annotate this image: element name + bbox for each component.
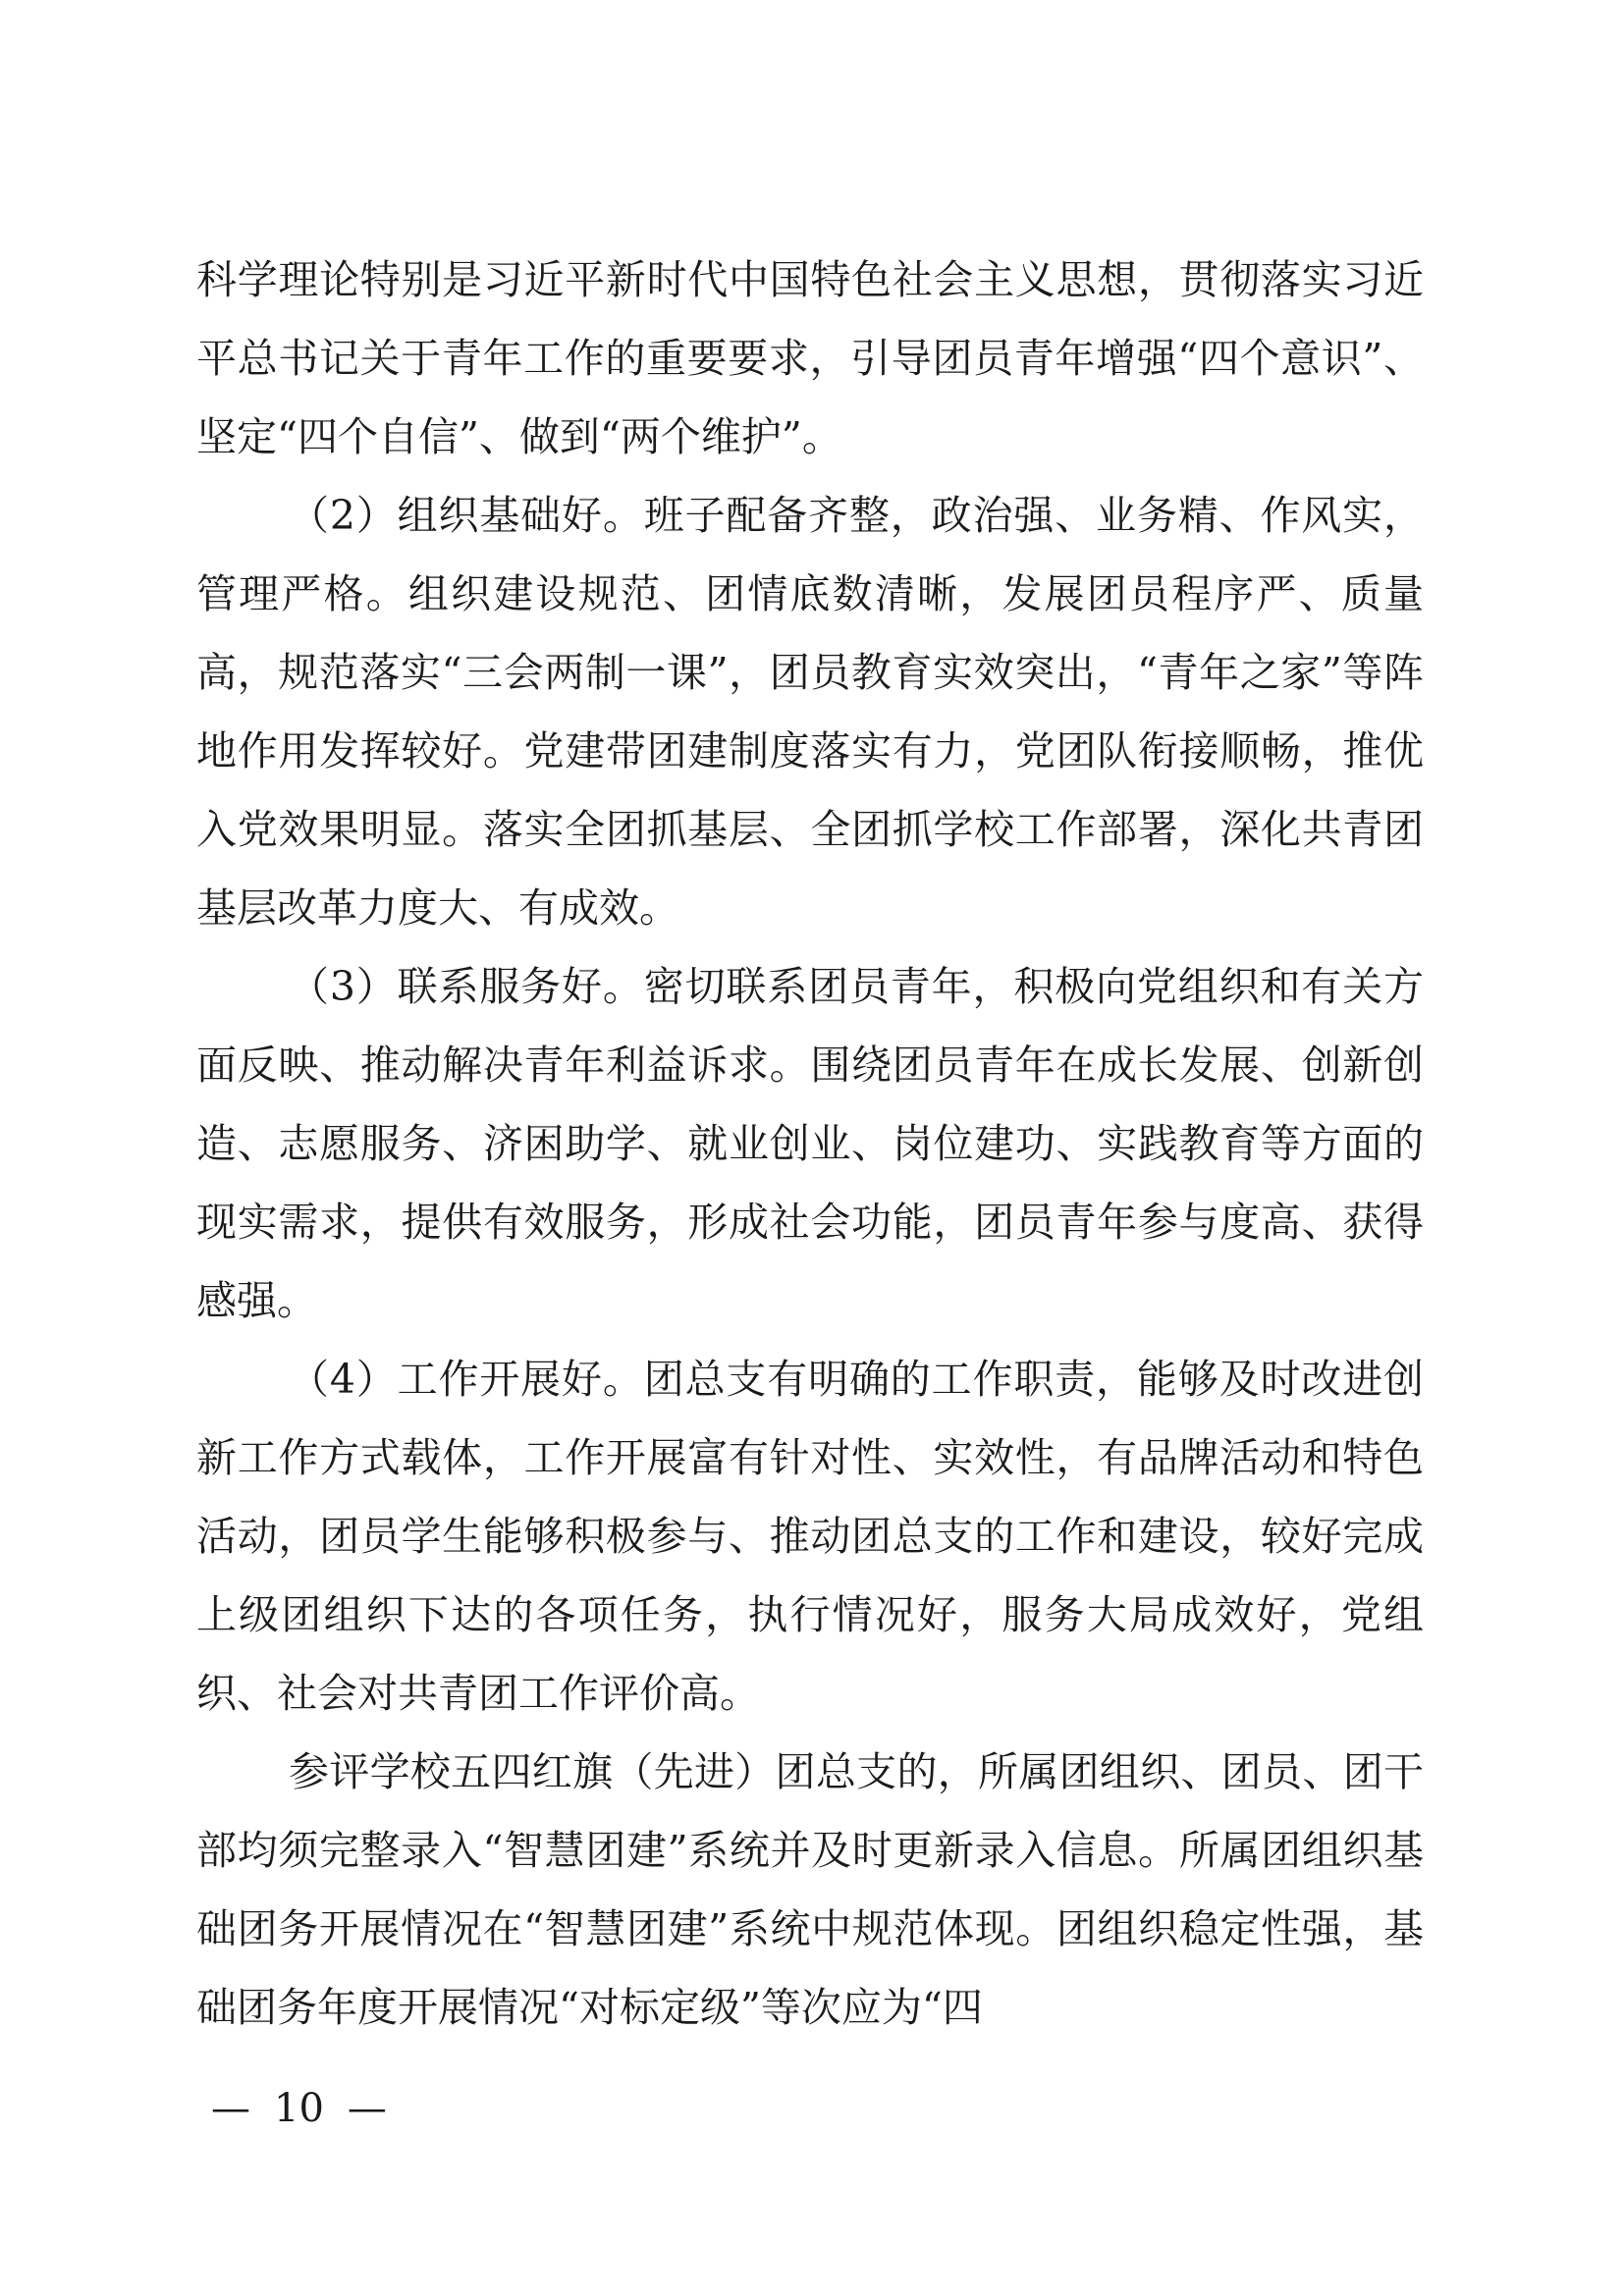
paragraph-requirements: 参评学校五四红旗（先进）团总支的，所属团组织、团员、团干部均须完整录入“智慧团建”系统并及时更新录入信息。所属团组织基础团务开展情况在“智慧团建”系统中规范体现。团组织稳定性强，基础团务年度开展情况“对标定级”等次应为“四 xyxy=(196,1748,1424,2031)
page-footer xyxy=(211,2084,387,2133)
document-body xyxy=(196,240,1424,2047)
paragraph-contact-service: （3）联系服务好。密切联系团员青年，积极向党组织和有关方面反映、推动解决青年利益诉求。围绕团员青年在成长发展、创新创造、志愿服务、济困助学、就业创业、岗位建功、实践教育等方面的现实需求，提供有效服务，形成社会功能，团员青年参与度高、获得感强。 xyxy=(196,963,1424,1324)
paragraph-organization-foundation: （2）组织基础好。班子配备齐整，政治强、业务精、作风实，管理严格。组织建设规范、团情底数清晰，发展团员程序严、质量高，规范落实“三会两制一课”，团员教育实效突出，“青年之家”等阵地作用发挥较好。党建带团建制度落实有力，党团队衔接顺畅，推优入党效果明显。落实全团抓基层、全团抓学校工作部署，深化共青团基层改革力度大、有成效。 xyxy=(196,492,1424,932)
footer-dash-left: — xyxy=(211,2086,250,2131)
footer-dash-right: — xyxy=(347,2086,387,2131)
page-number: 10 xyxy=(274,2086,324,2131)
paragraph-continuation: 科学理论特别是习近平新时代中国特色社会主义思想，贯彻落实习近平总书记关于青年工作的重要要求，引导团员青年增强“四个意识”、坚定“四个自信”、做到“两个维护”。 xyxy=(196,256,1424,460)
paragraph-work-development: （4）工作开展好。团总支有明确的工作职责，能够及时改进创新工作方式载体，工作开展富有针对性、实效性，有品牌活动和特色活动，团员学生能够积极参与、推动团总支的工作和建设，较好完成上级团组织下达的各项任务，执行情况好，服务大局成效好，党组织、社会对共青团工作评价高。 xyxy=(196,1356,1424,1717)
